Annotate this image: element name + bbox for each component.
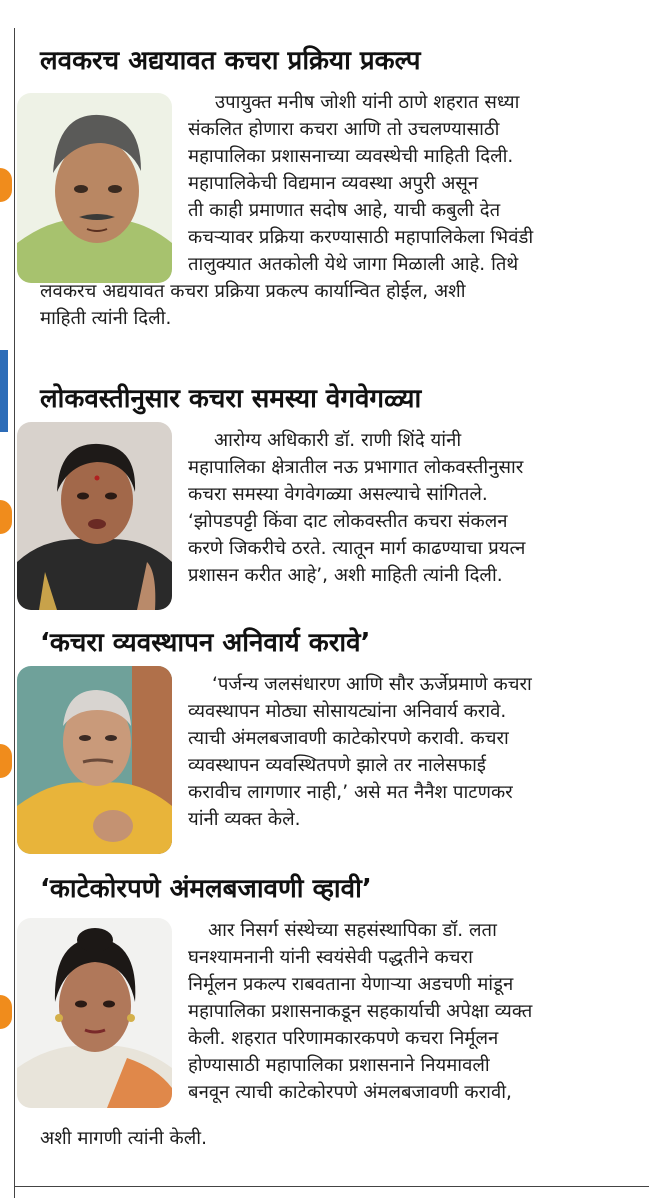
article-4-headline: ‘काटेकोरपणे अंमलबजावणी व्हावी’: [40, 874, 372, 904]
margin-blue-bar: [0, 350, 8, 432]
article-1-line: तालुक्यात अतकोली येथे जागा मिळाली आहे. तिथे: [188, 254, 519, 275]
article-4-line: आर निसर्ग संस्थेच्या सहसंस्थापिका डॉ. लता: [208, 920, 497, 941]
article-2-line: आरोग्य अधिकारी डॉ. राणी शिंदे यांनी: [214, 430, 462, 451]
article-3-line: करावीच लागणार नाही,’ असे मत नैनैश पाटणकर: [188, 782, 513, 803]
article-1-photo: [17, 93, 172, 283]
article-2-line: महापालिका क्षेत्रातील नऊ प्रभागात लोकवस्तीनुसार: [188, 457, 524, 478]
portrait-man-icon: [17, 93, 172, 283]
article-2-line: कचरा समस्या वेगवेगळ्या असल्याचे सांगितले.: [188, 484, 488, 505]
left-column-rule: [14, 28, 15, 1198]
margin-tab-marker: [0, 168, 12, 202]
article-1-headline: लवकरच अद्ययावत कचरा प्रक्रिया प्रकल्प: [40, 46, 421, 76]
article-3-line: ‘पर्जन्य जलसंधारण आणि सौर ऊर्जेप्रमाणे कचरा: [212, 674, 532, 695]
margin-tab-marker: [0, 500, 12, 534]
article-1-line: महापालिका प्रशासनाच्या व्यवस्थेची माहिती दिली.: [188, 146, 514, 167]
margin-tab-marker: [0, 744, 12, 778]
article-4-line: बनवून त्याची काटेकोरपणे अंमलबजावणी करावी,: [188, 1082, 512, 1103]
article-1-line: लवकरच अद्ययावत कचरा प्रक्रिया प्रकल्प कार्यान्वित होईल, अशी: [40, 281, 466, 302]
article-2-photo: [17, 422, 172, 610]
article-3-photo: [17, 666, 172, 854]
portrait-man-icon: [17, 666, 172, 854]
article-4-line: घनश्यामनानी यांनी स्वयंसेवी पद्धतीने कचरा: [188, 947, 473, 968]
article-3-line: त्याची अंमलबजावणी काटेकोरपणे करावी. कचरा: [188, 728, 509, 749]
article-1-line: उपायुक्त मनीष जोशी यांनी ठाणे शहरात सध्या: [215, 92, 520, 113]
bottom-rule: [14, 1186, 649, 1187]
article-1-line: माहिती त्यांनी दिली.: [40, 308, 172, 329]
margin-tab-marker: [0, 995, 12, 1029]
article-2-line: करणे जिकरीचे ठरते. त्यातून मार्ग काढण्याचा प्रयत्न: [188, 538, 526, 559]
article-1-line: कचऱ्यावर प्रक्रिया करण्यासाठी महापालिकेला भिवंडी: [188, 227, 534, 248]
article-4-line: निर्मूलन प्रकल्प राबवताना येणाऱ्या अडचणी मांडून: [188, 974, 514, 995]
article-2-headline: लोकवस्तीनुसार कचरा समस्या वेगवेगळ्या: [40, 384, 422, 414]
portrait-woman-icon: [17, 918, 172, 1108]
article-1-line: संकलित होणारा कचरा आणि तो उचलण्यासाठी: [188, 119, 500, 140]
article-4-line: महापालिका प्रशासनाकडून सहकार्याची अपेक्षा व्यक्त: [188, 1001, 533, 1022]
article-1-line: ती काही प्रमाणात सदोष आहे, याची कबुली देत: [188, 200, 501, 221]
article-4-photo: [17, 918, 172, 1108]
article-3-line: यांनी व्यक्त केले.: [188, 809, 301, 830]
article-4-line: केली. शहरात परिणामकारकपणे कचरा निर्मूलन: [188, 1028, 499, 1049]
article-3-headline: ‘कचरा व्यवस्थापन अनिवार्य करावे’: [40, 628, 371, 658]
article-1-line: महापालिकेची विद्यमान व्यवस्था अपुरी असून: [188, 173, 479, 194]
portrait-woman-icon: [17, 422, 172, 610]
article-4-line: अशी मागणी त्यांनी केली.: [40, 1128, 207, 1149]
article-3-line: व्यवस्थापन मोठ्या सोसायट्यांना अनिवार्य करावे.: [188, 701, 507, 722]
article-2-line: प्रशासन करीत आहे’, अशी माहिती त्यांनी दिली.: [188, 565, 503, 586]
article-3-line: व्यवस्थापन व्यवस्थितपणे झाले तर नालेसफाई: [188, 755, 486, 776]
article-2-line: ‘झोपडपट्टी किंवा दाट लोकवस्तीत कचरा संकलन: [188, 511, 508, 532]
article-4-line: होण्यासाठी महापालिका प्रशासनाने नियमावली: [188, 1055, 490, 1076]
